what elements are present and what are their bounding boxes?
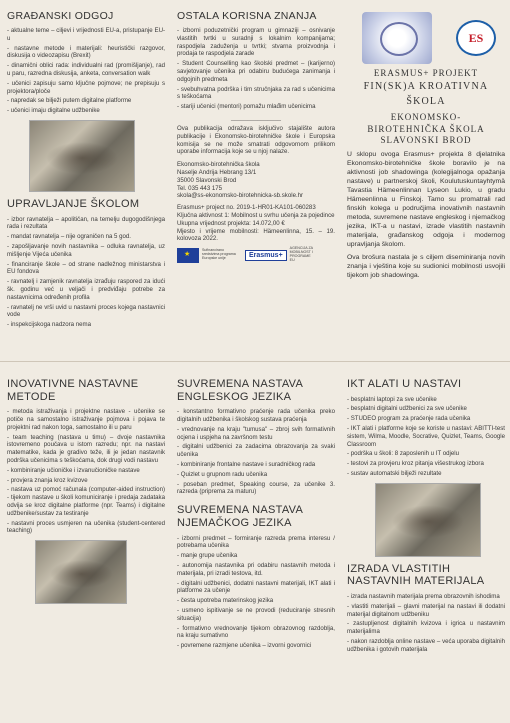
text-line: - Quizlet u grupnom radu učenika (177, 470, 268, 478)
text-line: - napredak se bilježi putem digitalne platforme (7, 97, 132, 105)
text-line: - podrška u školi: 8 zaposlenih u IT odjelu (347, 450, 460, 458)
text-line: - svebuhvatna podrška i tim stručnjaka za rad s učenicima s teškoćama (177, 85, 335, 101)
text-line: - poseban predmet, Speaking course, za učenike 3. razreda (priprema za maturu) (177, 480, 335, 496)
text-line: - povremene razmjene učenika – izvorni govornici (177, 642, 312, 650)
panel-civic-education (0, 0, 170, 361)
project-logo (362, 12, 432, 64)
text-line: - Student Counselling kao školski predmet – (karijerno) savjetovanje učenika pri odabiru budućega zanimanja i odgojnih predmeta (177, 60, 335, 83)
panel-title: INOVATIVNE NASTAVNE METODE (7, 378, 139, 403)
text-line: - usmeno ispitivanje se ne provodi (reduciranje stresnih situacija) (177, 606, 335, 622)
text-line: - nastavni proces usmjeren na učenika (student-centered teaching) (7, 519, 165, 535)
text-line: - stariji učenici (mentori) pomažu mlađim učenicima (177, 103, 316, 111)
panel-language-teaching (170, 362, 340, 723)
panel-title: SUVREMENA NASTAVA NJEMAČKOG JEZIKA (177, 504, 303, 529)
key-action: Ključna aktivnost 1: Mobilnost u svrhu učenja za pojedince (177, 212, 335, 219)
text-line: - manje grupe učenika (177, 552, 238, 560)
text-line: - metoda istraživanja i projektne nastave - učenike se potiče na samostalno istraživanje pojmova i pojava te projektni rad nakon toga, samostalno ili u paru (7, 408, 165, 431)
text-line: - besplatni laptopi za sve učenike (347, 395, 437, 403)
text-line: - autonomija nastavnika pri odabiru nastavnih metoda i materijala, pri izradi testova, itd. (177, 561, 335, 577)
logos-row (177, 247, 335, 263)
text-line: - izrada nastavnih materijala prema obrazovnih ishodima (347, 593, 500, 601)
email-link[interactable]: skola@ss-ekonomsko-birotehnicka-sb.skole.hr (177, 192, 304, 200)
text-line: - sustav automatski bilježi rezultate (347, 470, 442, 478)
panel-innovative-methods (0, 362, 170, 723)
text-line: - kombiniranje frontalne nastave i suradničkog rada (177, 461, 316, 469)
panel-title: UPRAVLJANJE ŠKOLOM (7, 198, 140, 211)
text-line: - digitalni udžbenici, dodatni nastavni materijali, IKT alati i platforme za učenje (177, 579, 335, 595)
text-line: - zapošljavanje novih nastavnika – odluka ravnatelja, uz mišljenje Vijeća učenika (7, 243, 165, 258)
text-line: - vrednovanje na kraju "tumusa" – zbroj svih formativnih ocjena i uspjeha na završnom testu (177, 425, 335, 441)
text-line: - nastavne metode i materijali: heuristički razgovor, diskusija o videozapisu (Brexit) (7, 44, 165, 60)
text-line: - digitalni udžbenici za zadacima obrazovanja za svaki učenika (177, 443, 335, 459)
panel-other-knowledge (170, 0, 340, 361)
text-line: - vlastiti materijali – glavni materijal na nastavi ili dodatni materijal digitalnom udžbeniku (347, 602, 505, 618)
project-title-line2: ŠKOLA (406, 95, 446, 107)
panel-title: SUVREMENA NASTAVA ENGLESKOG JEZIKA (177, 378, 303, 403)
eu-flag-icon (177, 248, 199, 263)
text-line: - mandat ravnatelja – nije ograničen na 5 god. (7, 233, 131, 241)
school-name-line1: EKONOMSKO- (390, 112, 462, 123)
computer-lab-photo (375, 483, 481, 557)
erasmus-logo: Erasmus+ (245, 250, 287, 261)
panel-ict-tools (340, 362, 510, 723)
text-line: - izbor ravnatelja – apolitičan, na temelju dugogodišnjega rada i rezultata (7, 215, 165, 231)
text-line: - zastupljenost digitalnih kvizova i igrica u nastavnim materijalima (347, 620, 505, 636)
panel-title: GRAĐANSKI ODGOJ (7, 10, 114, 22)
project-title-line1: FIN(SK)A KROATIVNA (363, 81, 489, 93)
text-line: - izborni predmet – formiranje razreda prema interesu / potrebama učenika (177, 534, 335, 550)
text-line: - financiranje škole – od strane nadležnog ministarstva i EU fondova (7, 260, 165, 276)
text-line: - formativno vrednovanje tijekom obrazovnog razdoblja, na kraju sumativno (177, 624, 335, 640)
school-name-line2: BIROTEHNIČKA ŠKOLA (367, 123, 485, 134)
agency-logo: AGENCIJA ZA MOBILNOST I PROGRAME EU (289, 246, 313, 263)
school-logo (456, 20, 496, 56)
text-line: - česta upotreba materinskog jezika (177, 597, 274, 605)
text-line: - nakon razdoblja online nastave – veća uporaba digitalnih udžbenika i gotovih materijala (347, 638, 505, 653)
text-line: - aktualne teme – ciljevi i vrijednosti EU-a, pristupanje EU-u (7, 27, 165, 42)
text-line: - besplatni digitalni udžbenici za sve učenike (347, 405, 467, 413)
text-line: - ravnatelj i zamjenik ravnatelja izrađuju raspored za idući šk. godinu već u veljači i predviđaju potrebe za nastavnicima određenih profila (7, 278, 165, 301)
project-funds: Ukupna vrijednost projekta: 14.072,00 € (177, 219, 285, 227)
text-line: - provjera znanja kroz kvizove (7, 476, 88, 484)
purpose-paragraph: Ova brošura nastala je s ciljem diseminiranja novih znanja i vještina koje su sudionici mobilnosti usvojili tijekom job shadowinga. (347, 254, 505, 280)
text-line: - konstantno formativno praćenje rada učenika preko digitalnih udžbenika i školskog sustava praćenja (177, 408, 335, 424)
panel-cover (340, 0, 510, 361)
text-line: - ravnatelj ne vrši uvid u nastavni proces kojega nastavnici vode (7, 303, 165, 319)
teaching-photo (35, 540, 127, 604)
school-name-line3: SLAVONSKI BROD (380, 134, 472, 145)
text-line: - IKT alati i platforme koje se koriste u nastavi: ABITTI-test sistem, Wilma, Moodle, Socrative, Quizlet, Teams, Google Classroom (347, 425, 505, 448)
brochure-inside (0, 361, 510, 722)
text-line: - inspekcijskoga nadzora nema (7, 321, 92, 329)
address-line: Naselje Andrija Hebrang 13/1 (177, 169, 257, 177)
school-logo-text: ES (468, 30, 484, 45)
classroom-photo (29, 120, 135, 192)
panel-title: OSTALA KORISNA ZNANJA (177, 10, 317, 22)
intro-paragraph: U sklopu ovoga Erasmus+ projekta 8 djelatnika Ekonomsko-birotehničke škole boravilo je na aktivnosti job shadowinga (kolegijalnoga opažanja nastave) u partnerskoj školi, Koulutuskuntayhtymä Tavastia Hämeenlinnan Lyseon Lukio, u gradu Hämeenlinna u Finskoj. Tamo su promatrali rad finskih kolega u područjima inovativnih nastavnih metoda, suvremene nastave engleskog i njemačkog jezika, IKT-a u nastavi, izrade vlastitih nastavnih materijala, građanskog odgoja i modernog upravljanja školom. (347, 151, 505, 249)
panel-title: IKT ALATI U NASTAVI (347, 378, 462, 390)
disclaimer: Ova publikacija odražava isključivo stajalište autora publikacije i Ekonomsko-birotehničke škole i Europska komisija se ne može smatrati odgovornom prilikom uporabe informacija koje se u njoj nalaze. (177, 125, 335, 156)
address-line: 35000 Slavonski Brod (177, 176, 237, 184)
school-name: Ekonomsko-birotehnička škola (177, 161, 260, 169)
text-line: - STUDEO program za praćenje rada učenika (347, 415, 471, 423)
project-number: Erasmus+ project no. 2019-1-HR01-KA101-060283 (177, 204, 316, 212)
divider: _______________ (230, 115, 282, 122)
text-line: - izborni poduzetnički program u gimnaziji – osnivanje vlastitih tvrtki u suradnji s lokalnim kompanijama; raspodjela zaduženja u tvrtki; stvarna proizvodnja i prodaja te raspodjela zarade (177, 27, 335, 58)
project-label: ERASMUS+ PROJEKT (373, 68, 479, 78)
text-line: - učenici zapisuju samo ključne pojmove; ne prepisuju s projektora/ploče (7, 79, 165, 95)
text-line: - testovi za provjeru kroz pitanja višestrukog izbora (347, 460, 484, 468)
eu-caption: Sufinancirano sredstvima programa Europske unije (202, 248, 236, 261)
text-line: - dinamični oblici rada: individualni rad (promišljanje), rad u paru, razredna diskusija, anketa, conversation walk (7, 62, 165, 78)
phone: Tel. 035 443 175 (177, 184, 223, 192)
text-line: - nastava uz pomoć računala (computer-aided instruction) - tijekom nastave u školi komuniciranje i predaja zadataka odvija se kroz digitalne platforme (npr. Teams) i digitalne udžbenike/sustav za testiranje (7, 486, 165, 517)
panel-title: IZRADA VLASTITIH NASTAVNIH MATERIJALA (347, 562, 485, 588)
text-line: - učenici imaju digitalne udžbenike (7, 107, 100, 115)
brochure-front (0, 0, 510, 361)
text-line: - kombiniranje učioničke i izvanučioničke nastave (7, 466, 140, 474)
text-line: - team teaching (nastava u timu) – dvoje nastavnika istovremeno poučava u istom razredu; npr. na nastavi matematike, kada je gradivo teže, ili je jedan nastavnik podrška učenicima s teškoćama, dok drugi vodi nastavu (7, 433, 165, 465)
mobility-place-time: Mjesto i vrijeme mobilnosti: Hämeenlinna, 15. – 19. kolovoza 2022. (177, 227, 335, 243)
